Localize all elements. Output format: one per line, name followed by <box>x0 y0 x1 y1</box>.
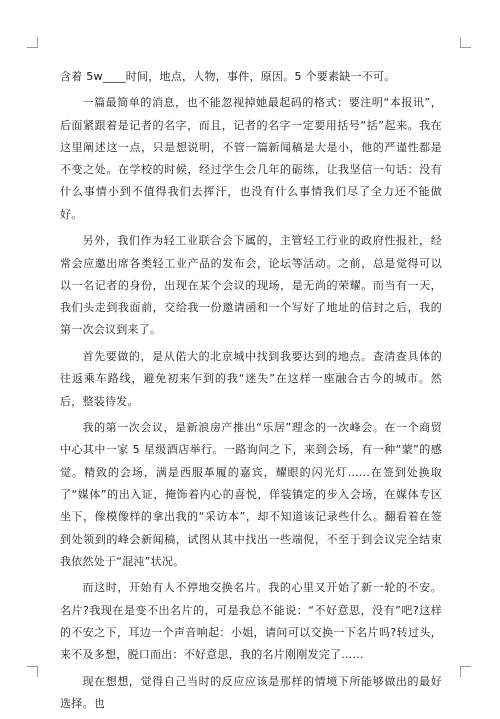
crop-mark-bottom-left <box>27 666 38 677</box>
paragraph-first-conference: 我的第一次会议，是新浪房产推出“乐居”理念的一次峰会。在一个商贸中心其中一家 5 星级酒店举行。一路询问之下，来到会场，有一种“蒙”的感觉。精致的会场，满是西服革履的嘉宾，耀眼的闪光灯……在签到处换取了“媒体”的出入证，掩饰着内心的喜悦，佯装镇定的步入会场，在媒体专区坐下，像模像样的拿出我的“采访本”，却不知道该记录些什么。翻看着在签到处领到的峰会新闻稿，试图从其中找出一些端倪，不至于到会议完全结束我依然处于“混沌”状况。 <box>60 421 442 568</box>
paragraph-continuation: 含着 5w____时间，地点，人物，事件，原因。5 个要素缺一不可。 <box>60 70 396 83</box>
crop-mark-top-left <box>27 37 38 48</box>
paragraph-business-cards: 而这时，开始有人不停地交换名片。我的心里又开始了新一轮的不安。名片?我现在是变不出名片的，可是我总不能说：“不好意思，没有”吧?这样的不安之下，耳边一个声音响起：小姐，请问可以交换一下名片吗?转过头，来不及多想，脱口而出：不好意思，我的名片刚刚发完了…… <box>60 581 442 662</box>
paragraph-news-format: 一篇最简单的消息，也不能忽视掉她最起码的格式：要注明“本报讯”，后面紧跟着是记者的名字，而且，记者的名字一定要用括号“括”起来。我在这里阐述这一点，只是想说明，不管一篇新闻稿是大是小，他的严谨性都是不变之处。在学校的时候，经过学生会几年的砺练，让我坚信一句话：没有什么事情小到不值得我们去挥汗，也没有什么事情我们尽了全力还不能做好。 <box>60 96 442 221</box>
crop-mark-bottom-right <box>460 666 471 677</box>
paragraph-route-preparation: 首先要做的，是从偌大的北京城中找到我要达到的地点。查清查具体的往返乘车路线，避免初来乍到的我“迷失”在这样一座融合古今的城市。然后，整装待发。 <box>60 349 442 408</box>
document-body <box>60 66 442 719</box>
paragraph-reflection: 现在想想，觉得自己当时的反应应该是那样的情境下所能够做出的最好选择。也 <box>60 674 442 710</box>
crop-mark-top-right <box>460 37 471 48</box>
paragraph-conference-invitation: 另外，我们作为轻工业联合会下属的，主管轻工行业的政府性报社，经常会应邀出席各类轻工业产品的发布会，论坛等活动。之前，总是觉得可以以一名记者的身份，出现在某个会议的现场，是无尚的荣耀。而当有一天，我们头走到我面前，交给我一份邀请函和一个写好了地址的信封之后，我的第一次会议到来了。 <box>60 234 442 337</box>
